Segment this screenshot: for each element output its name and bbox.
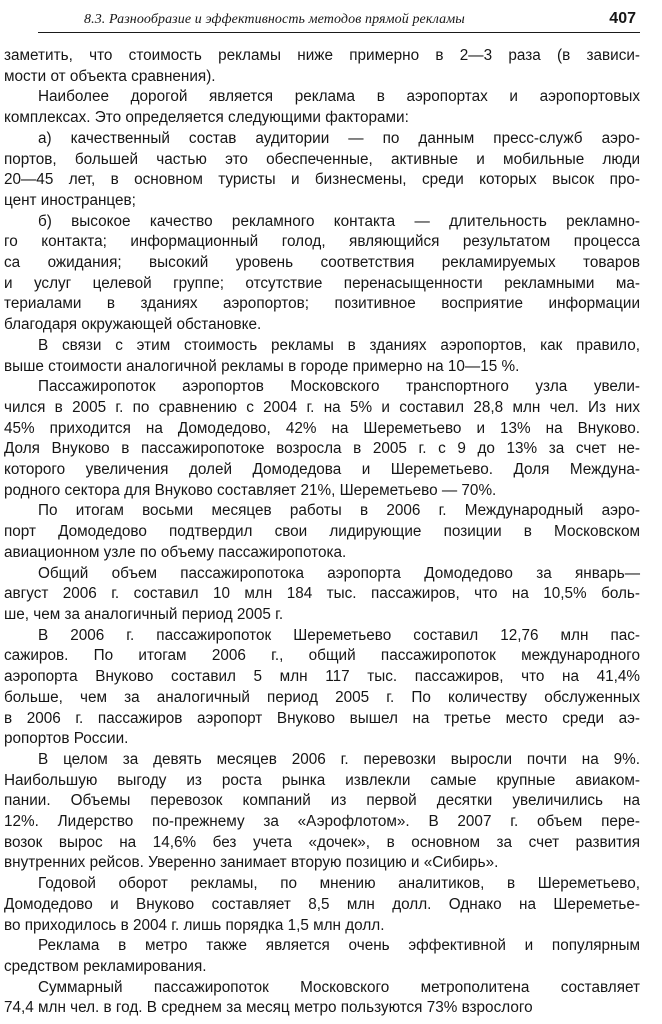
text-line: август 2006 г. составил 10 млн 184 тыс. пассажиров, что на 10,5% боль-	[4, 585, 640, 603]
text-line: 12%. Лидерство по-прежнему за «Аэрофлотом». В 2007 г. объем пере-	[4, 813, 640, 831]
text-line: пании. Объемы перевозок компаний из первой десятки увеличились на	[4, 792, 640, 810]
text-line: цент иностранцев;	[4, 191, 136, 209]
text-line: во приходилось в 2004 г. лишь порядка 1,5 млн долл.	[4, 916, 385, 934]
paragraph	[4, 626, 640, 750]
text-line: порт Домодедово подтвердил свои лидирующие позиции в Московском	[4, 523, 640, 541]
text-line: са ожидания; высокий уровень соответствия рекламируемых товаров	[4, 254, 640, 272]
running-header	[38, 6, 640, 33]
paragraph	[4, 501, 640, 563]
text-line: мости от объекта сравнения).	[4, 67, 216, 85]
paragraph	[4, 46, 640, 87]
text-line: сажиров. По итогам 2006 г., общий пассажиропоток международного	[4, 647, 640, 665]
text-line: родного сектора для Внуково составляет 21%, Шереметьево — 70%.	[4, 481, 497, 499]
text-line: В связи с этим стоимость рекламы в зданиях аэропортов, как правило,	[38, 336, 640, 354]
paragraph	[4, 87, 640, 128]
text-line: комплексах. Это определяется следующими факторами:	[4, 109, 409, 127]
text-line: 74,4 млн чел. в год. В среднем за месяц метро пользуются 73% взрослого	[4, 999, 533, 1017]
text-line: Наиболее дорогой является реклама в аэропортах и аэропортовых	[38, 88, 640, 106]
text-line: больше, чем за аналогичный период 2005 г. По количеству обслуженных	[4, 688, 640, 706]
text-line: Домодедово и Внуково составляет 8,5 млн долл. Однако на Шереметье-	[4, 895, 640, 913]
text-line: б) высокое качество рекламного контакта — длительность рекламно-	[38, 212, 640, 230]
text-line: го контакта; информационный голод, являющийся результатом процесса	[4, 233, 640, 251]
text-line: средством рекламирования.	[4, 957, 207, 975]
text-line: ропортов России.	[4, 730, 129, 748]
text-line: 20—45 лет, в основном туристы и бизнесмены, среди которых высок про-	[4, 171, 640, 189]
paragraph	[4, 564, 640, 626]
text-line: Доля Внуково в пассажиропотоке возросла в 2005 г. с 9 до 13% за счет не-	[4, 440, 640, 458]
text-line: в 2006 г. пассажиров аэропорт Внуково вышел на третье место среди аэ-	[4, 709, 640, 727]
text-line: портов, большей частью это обеспеченные, активные и мобильные люди	[4, 150, 640, 168]
text-line: авиационном узле по объему пассажиропотока.	[4, 543, 347, 561]
text-line: внутренних рейсов. Уверенно занимает вторую позицию и «Сибирь».	[4, 854, 499, 872]
paragraph	[4, 129, 640, 212]
text-line: Пассажиропоток аэропортов Московского транспортного узла увели-	[38, 378, 640, 396]
text-line: Суммарный пассажиропоток Московского метрополитена составляет	[38, 978, 640, 996]
page-body-text	[4, 46, 640, 1019]
text-line: ше, чем за аналогичный период 2005 г.	[4, 605, 284, 623]
paragraph	[4, 377, 640, 501]
text-line: которого увеличения долей Домодедова и Шереметьево. Доля Междуна-	[4, 461, 640, 479]
text-line: Наибольшую выгоду из роста рынка извлекли самые крупные авиаком-	[4, 771, 640, 789]
text-line: Реклама в метро также является очень эффективной и популярным	[38, 937, 640, 955]
paragraph	[4, 978, 640, 1019]
page-number: 407	[609, 10, 636, 27]
text-line: выше стоимости аналогичной рекламы в городе примерно на 10—15 %.	[4, 357, 520, 375]
text-line: чился в 2005 г. по сравнению с 2004 г. на 5% и составил 28,8 млн чел. Из них	[4, 398, 640, 416]
text-line: В целом за девять месяцев 2006 г. перевозки выросли почти на 9%.	[38, 750, 640, 768]
paragraph	[4, 750, 640, 874]
paragraph	[4, 936, 640, 977]
text-line: Общий объем пассажиропотока аэропорта Домодедово за январь—	[38, 564, 640, 582]
text-line: териалами в зданиях аэропортов; позитивное восприятие информации	[4, 295, 640, 313]
text-line: заметить, что стоимость рекламы ниже примерно в 2—3 раза (в зависи-	[4, 47, 640, 64]
text-line: В 2006 г. пассажиропоток Шереметьево составил 12,76 млн пас-	[38, 626, 640, 644]
paragraph	[4, 874, 640, 936]
text-line: а) качественный состав аудитории — по данным пресс-служб аэро-	[38, 129, 640, 147]
text-line: По итогам восьми месяцев работы в 2006 г. Международный аэро-	[38, 502, 640, 520]
text-line: аэропорта Внуково составил 5 млн 117 тыс. пассажиров, что на 41,4%	[4, 668, 640, 686]
text-line: и услуг целевой группе; отсутствие перенасыщенности рекламными ма-	[4, 274, 640, 292]
paragraph	[4, 336, 640, 377]
text-line: возок вырос на 14,6% без учета «дочек», в основном за счет развития	[4, 833, 640, 851]
text-line: 45% приходится на Домодедово, 42% на Шереметьево и 13% на Внуково.	[4, 419, 640, 437]
paragraph	[4, 212, 640, 336]
text-line: Годовой оборот рекламы, по мнению аналитиков, в Шереметьево,	[38, 875, 640, 893]
chapter-title: 8.3. Разнообразие и эффективность методов прямой рекламы	[84, 12, 465, 27]
text-line: благодаря окружающей обстановке.	[4, 316, 262, 334]
